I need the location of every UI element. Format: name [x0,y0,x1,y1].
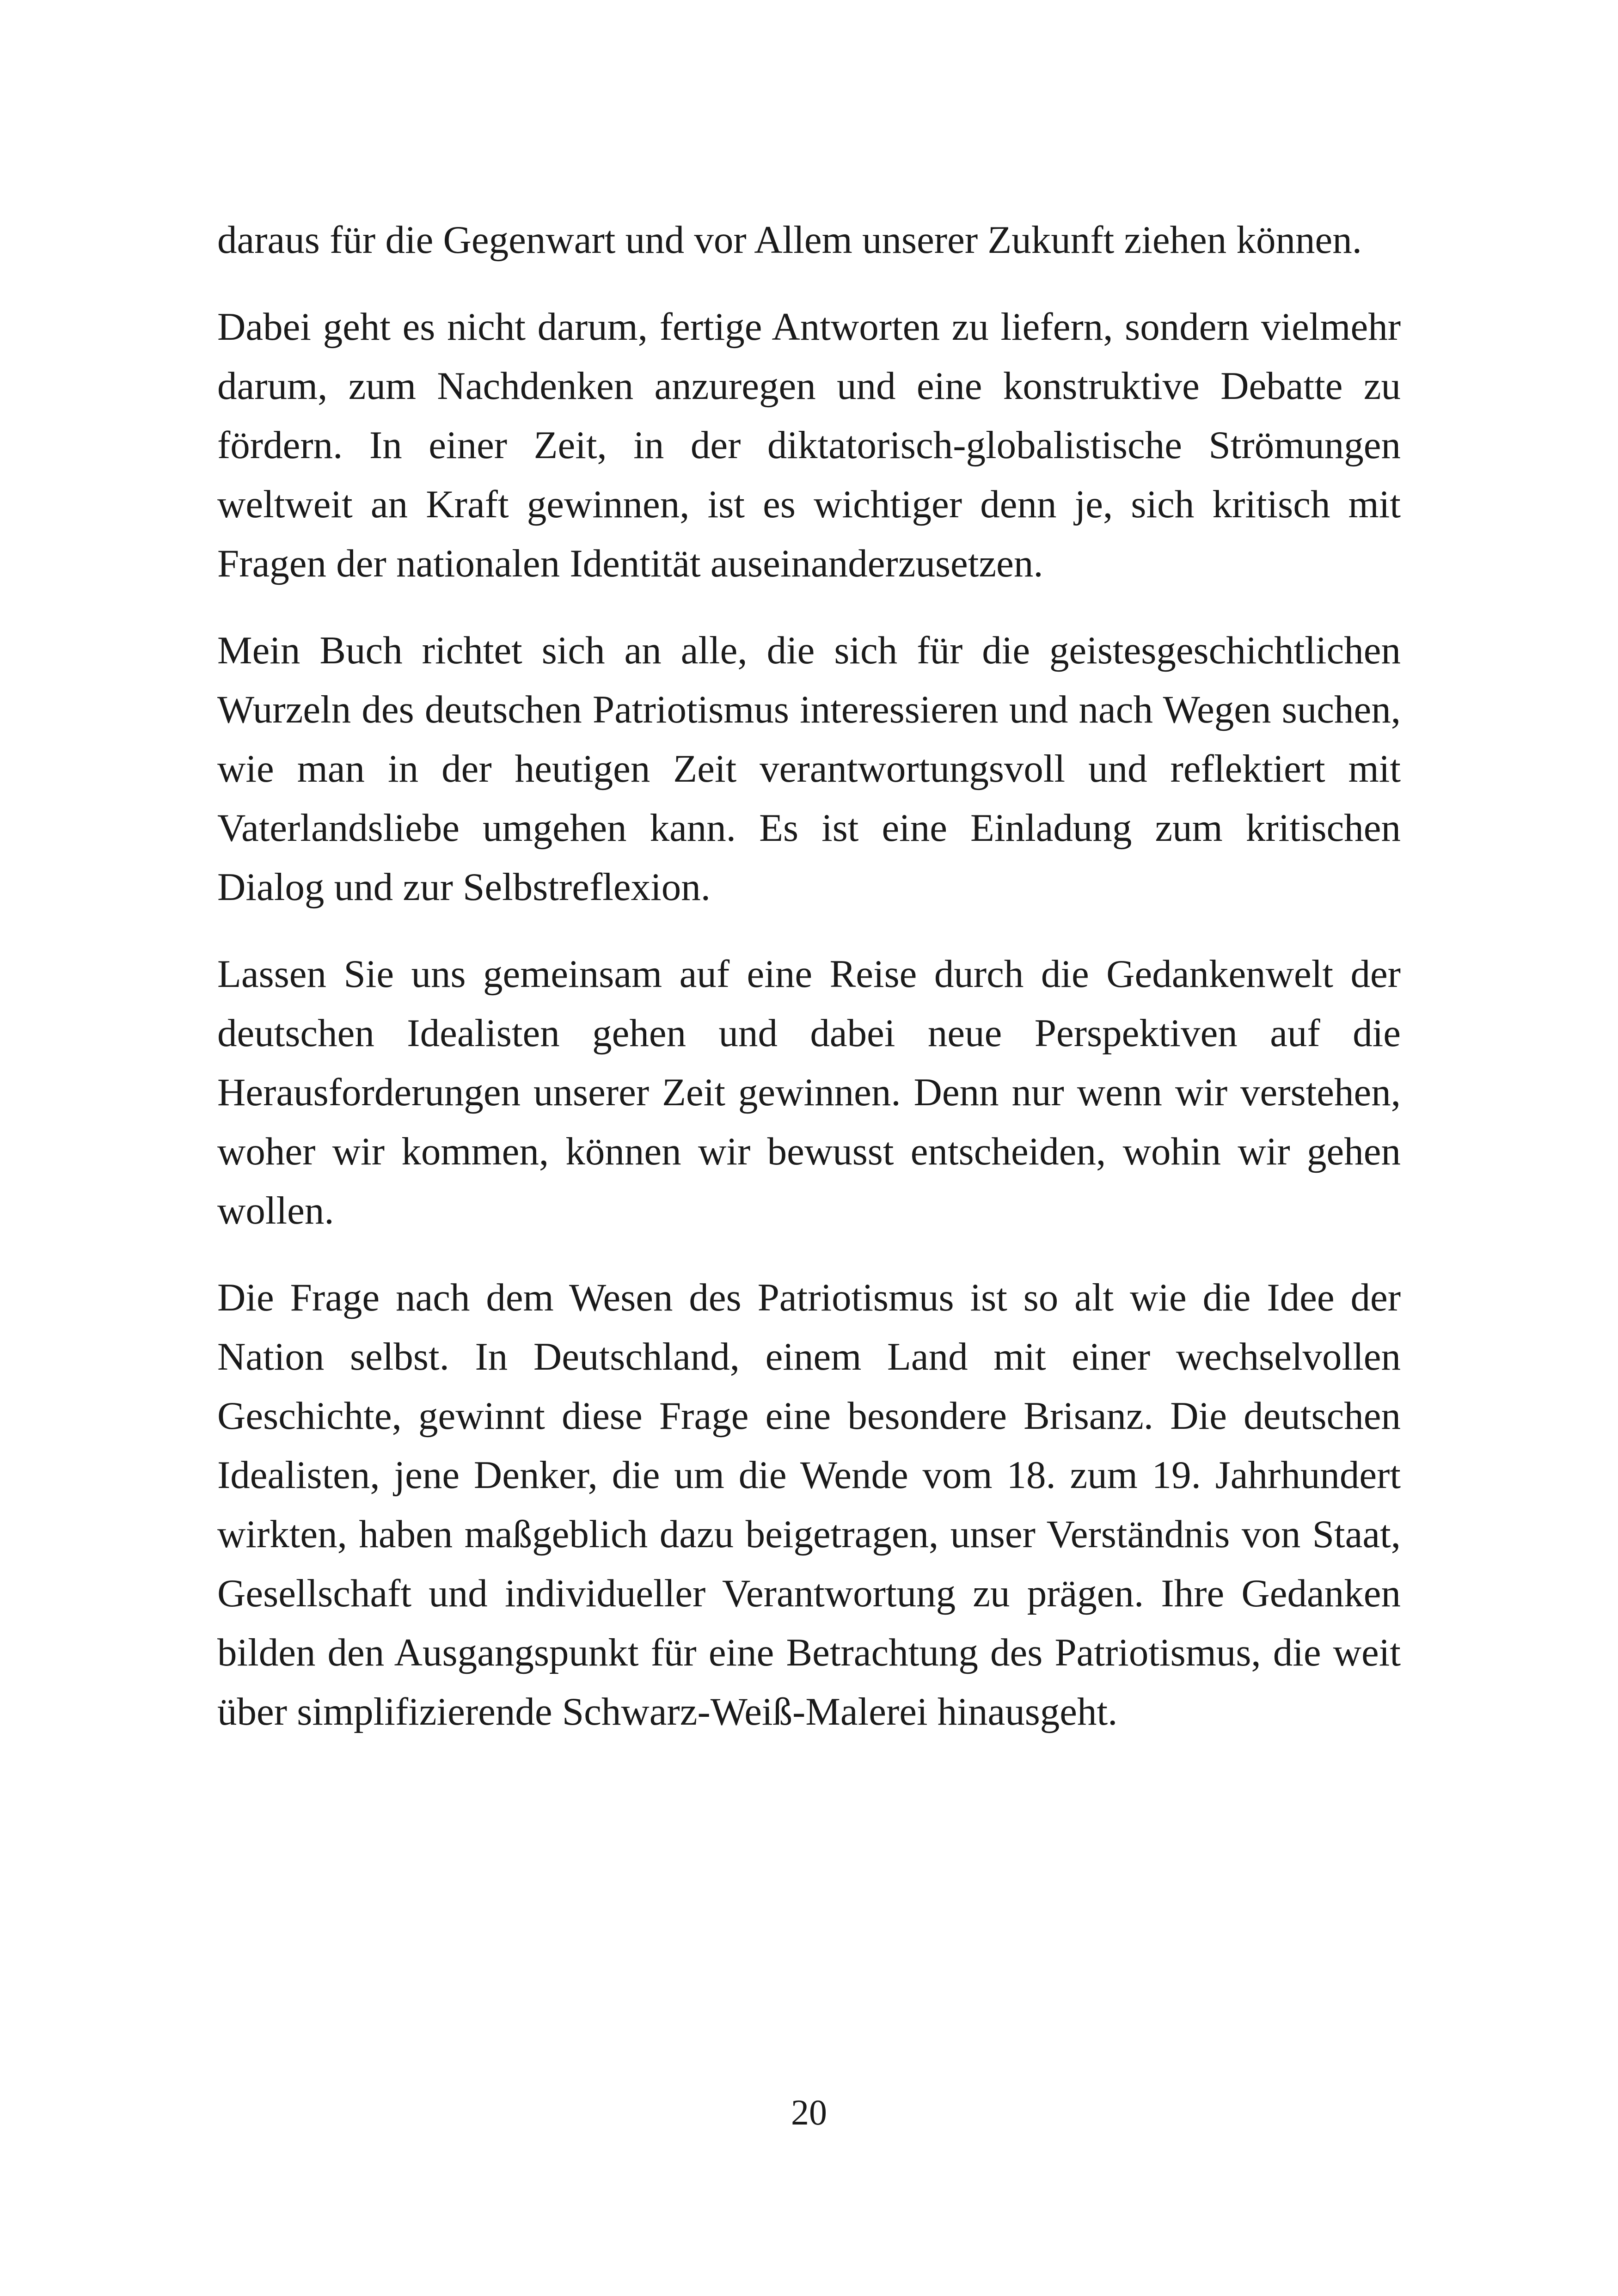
page-number: 20 [791,2092,827,2132]
paragraph-2: Dabei geht es nicht darum, fertige Antworten zu liefern, sondern vielmehr darum, zum Nachdenken anzuregen und eine konstruktive Debatte zu fördern. In einer Zeit, in der diktatorisch-globalistische Strömungen weltweit an Kraft gewinnen, ist es wichtiger denn je, sich kritisch mit Fragen der nationalen Identität auseinanderzusetzen. [217,305,1401,585]
paragraph-1: daraus für die Gegenwart und vor Allem unserer Zukunft ziehen können. [217,218,1362,262]
paragraph-4: Lassen Sie uns gemeinsam auf eine Reise durch die Gedankenwelt der deutschen Idealisten gehen und dabei neue Perspektiven auf die Herausforderungen unserer Zeit gewinnen. Denn nur wenn wir verstehen, woher wir kommen, können wir bewusst entscheiden, wohin wir gehen wollen. [217,952,1401,1232]
body-text [217,210,1401,1769]
paragraph-5: Die Frage nach dem Wesen des Patriotismus ist so alt wie die Idee der Nation selbst. In Deutschland, einem Land mit einer wechselvollen Geschichte, gewinnt diese Frage eine besondere Brisanz. Die deutschen Idealisten, jene Denker, die um die Wende vom 18. zum 19. Jahrhundert wirkten, haben maßgeblich dazu beigetragen, unser Verständnis von Staat, Gesellschaft und individueller Verantwortung zu prägen. Ihre Gedanken bilden den Ausgangspunkt für eine Betrachtung des Patriotismus, die weit über simplifizierende Schwarz-Weiß-Malerei hinausgeht. [217,1276,1401,1733]
paragraph-3: Mein Buch richtet sich an alle, die sich für die geistesgeschichtlichen Wurzeln des deutschen Patriotismus interessieren und nach Wegen suchen, wie man in der heutigen Zeit verantwortungsvoll und reflektiert mit Vaterlandsliebe umgehen kann. Es ist eine Einladung zum kritischen Dialog und zur Selbstreflexion. [217,629,1401,909]
